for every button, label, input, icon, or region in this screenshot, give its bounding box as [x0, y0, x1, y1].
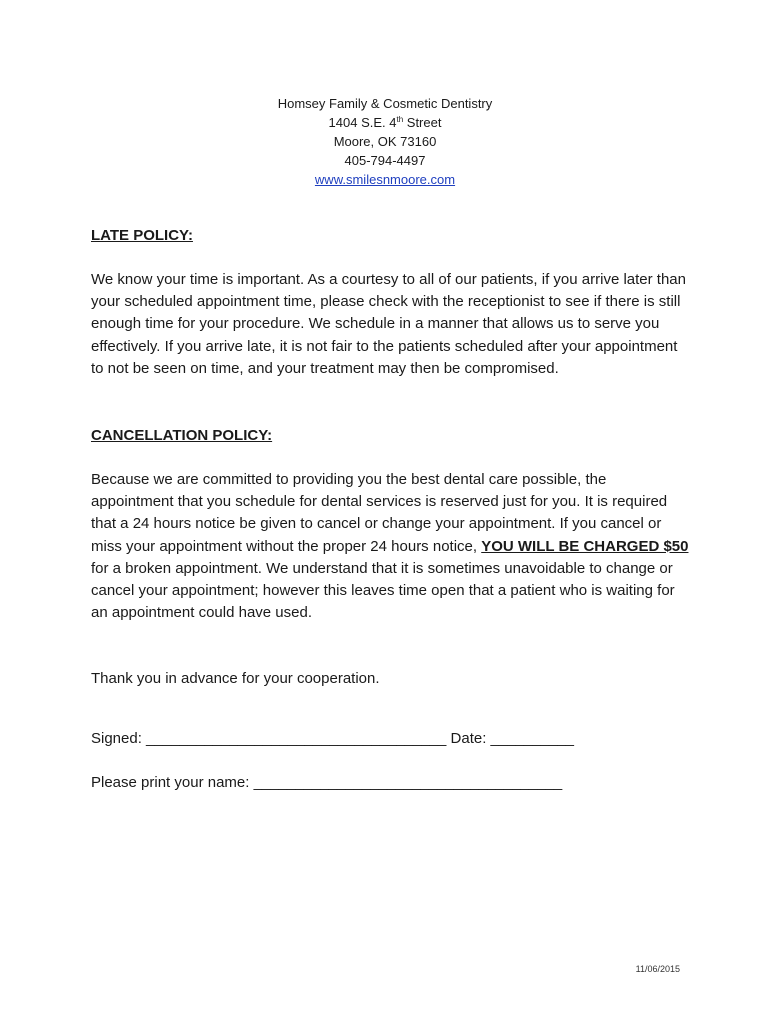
website-link[interactable]: www.smilesnmoore.com — [314, 172, 456, 187]
cancellation-policy-heading: CANCELLATION POLICY: — [91, 427, 273, 444]
street-number-suffix: th — [396, 115, 404, 124]
street-address — [0, 113, 770, 132]
phone-number: 405-794-4497 — [344, 153, 426, 168]
practice-name: Homsey Family & Cosmetic Dentistry — [277, 96, 493, 111]
print-name-block — [91, 772, 691, 794]
street-number: 1404 S.E. 4 — [328, 115, 397, 130]
late-policy-body-block — [91, 269, 691, 380]
cancellation-policy-body-block — [91, 469, 691, 624]
practice-header — [0, 94, 770, 189]
late-policy-heading: LATE POLICY: — [91, 227, 193, 244]
footer-date: 11/06/2015 — [635, 964, 680, 974]
thank-you-block — [91, 668, 691, 690]
cancellation-body-part2: for a broken appointment. We understand that it is sometimes unavoidable to change or cancel your appointment; however this leaves time open that a patient who is waiting for an appointment could have used. — [91, 559, 675, 622]
street-name: Street — [403, 115, 442, 130]
late-policy-section — [91, 225, 691, 247]
cancellation-policy-section — [91, 425, 691, 447]
late-policy-body: We know your time is important. As a courtesy to all of our patients, if you arrive later than your scheduled appointment time, please check with the receptionist to see if there is still enough time for your procedure. We schedule in a manner that allows us to serve you effectively. If you arrive late, it is not fair to the patients scheduled after your appointment to not be seen on time, and your treatment may then be compromised. — [91, 271, 686, 377]
print-name-line[interactable]: Please print your name: _____________________________________ — [91, 774, 563, 791]
signature-date-line[interactable]: Signed: ____________________________________ Date: __________ — [91, 730, 574, 747]
city-state-zip: Moore, OK 73160 — [333, 134, 437, 149]
cancellation-policy-body — [91, 469, 691, 624]
thank-you-text: Thank you in advance for your cooperation. — [91, 670, 380, 687]
charge-warning: YOU WILL BE CHARGED $50 — [481, 537, 689, 555]
signature-block — [91, 728, 691, 750]
cancellation-body-part1: Because we are committed to providing you the best dental care possible, the appointment that you schedule for dental services is reserved just for you. It is required that a 24 hours notice be given to cancel or change your appointment. If you cancel or miss your appointment without the proper 24 hours notice, — [91, 471, 668, 555]
